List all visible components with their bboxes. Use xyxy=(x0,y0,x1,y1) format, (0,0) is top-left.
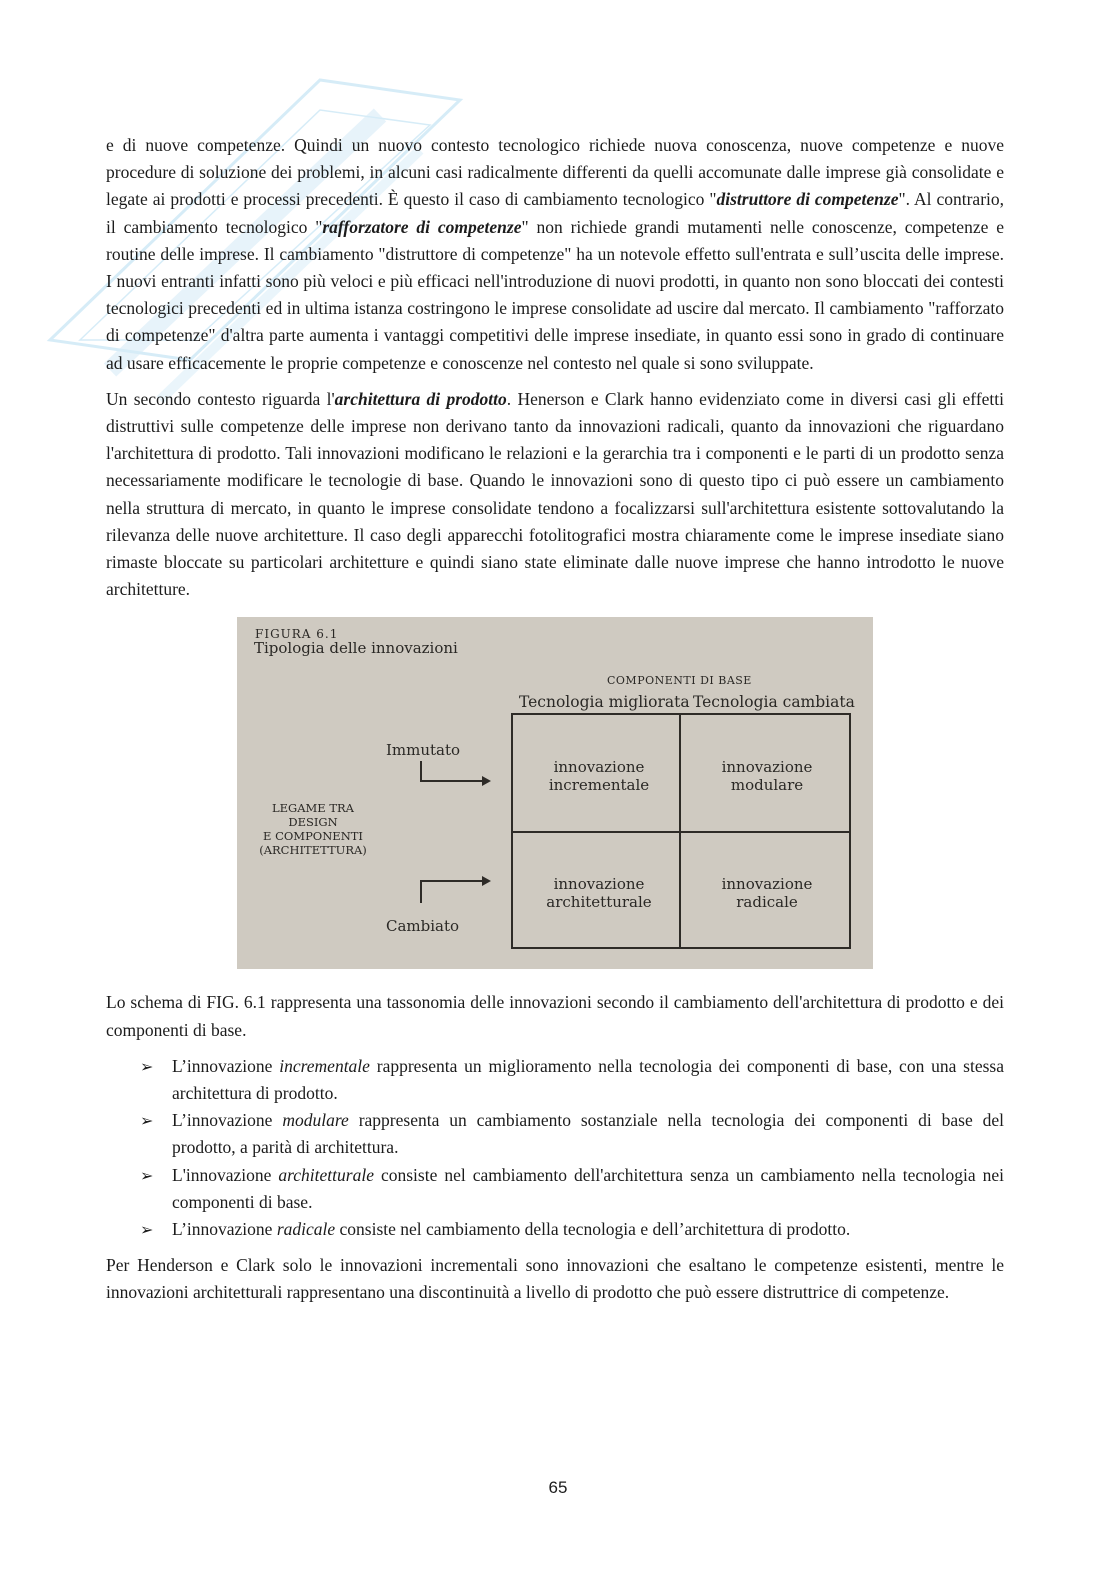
paragraph-1: e di nuove competenze. Quindi un nuovo contesto tecnologico richiede nuova conoscenza, nuove competenze e nuove procedure di soluzione dei problemi, in alcuni casi radicalmente differenti da quelli accomunate dalle imprese già consolidate e legate ai prodotti e processi precedenti. È questo il caso di cambiamento tecnologico "distruttore di competenze". Al contrario, il cambiamento tecnologico "rafforzatore di competenze" non richiede grandi mutamenti nelle conoscenze, competenze e routine delle imprese. Il cambiamento "distruttore di competenze" ha un notevole effetto sull'entrata e sull’uscita delle imprese. I nuovi entranti infatti sono più veloci e più efficaci nell'introduzione di nuovi prodotti, in quanto non sono bloccati dei contesti tecnologici precedenti ed in ultima istanza costringono le imprese consolidate ad uscire dal mercato. Il cambiamento "rafforzato di competenze" d'altra parte aumenta i vantaggi competitivi delle imprese insediate, in quanto essi sono in grado di continuare ad usare efficacemente le proprie competenze e conoscenze nel contesto nel quale si sono sviluppate. xyxy=(106,135,1005,373)
figure-tag: FIGURA 6.1 xyxy=(255,627,339,642)
cell-incremental: innovazione incrementale xyxy=(548,758,650,795)
architecture-legend: LEGAME TRA DESIGN E COMPONENTI (ARCHITETTURA) xyxy=(259,801,367,858)
arrow-head-icon xyxy=(482,776,491,786)
term-rafforzatore: rafforzatore di competenze xyxy=(322,216,522,237)
components-header: COMPONENTI DI BASE xyxy=(607,674,752,688)
row-label-unchanged: Immutato xyxy=(386,741,461,760)
matrix-divider-horizontal xyxy=(511,831,851,833)
page-content xyxy=(106,132,1004,1316)
arrow-head-icon xyxy=(482,876,491,886)
list-item: ➢ L’innovazione radicale consiste nel cambiamento della tecnologia e dell’architettura di prodotto. xyxy=(172,1216,1004,1243)
list-item: ➢ L'innovazione architetturale consiste nel cambiamento dell'architettura senza un cambiamento nella tecnologia nei componenti di base. xyxy=(172,1162,1004,1216)
cell-architectural: innovazione architetturale xyxy=(546,875,652,912)
bullet-list xyxy=(106,1053,1004,1243)
term-distruttore: distruttore di competenze xyxy=(716,189,899,210)
paragraph-4: Per Henderson e Clark solo le innovazioni incrementali sono innovazioni che esaltano le competenze esistenti, mentre le innovazioni architetturali rappresentano una discontinuità a livello di prodotto che può essere distruttrice di competenze. xyxy=(106,1255,1004,1303)
row-label-changed: Cambiato xyxy=(386,917,460,936)
figure-innovation-typology xyxy=(237,617,873,969)
list-item: ➢ L’innovazione modulare rappresenta un cambiamento sostanziale nella tecnologia dei componenti di base del prodotto, a parità di architettura. xyxy=(172,1107,1004,1161)
term-architettura: architettura di prodotto xyxy=(334,388,507,409)
page-number: 65 xyxy=(548,1478,568,1497)
cell-radical: innovazione radicale xyxy=(721,875,813,912)
column-header-improved: Tecnologia migliorata xyxy=(519,693,690,712)
column-header-changed: Tecnologia cambiata xyxy=(693,693,855,712)
figure-title: Tipologia delle innovazioni xyxy=(254,639,458,658)
paragraph-2: Un secondo contesto riguarda l'architettura di prodotto. Henerson e Clark hanno evidenziato come in diversi casi gli effetti distruttivi sulle competenze delle imprese non derivano tanto da innovazioni radicali, quanto da innovazioni che riguardano l'architettura di prodotto. Tali innovazioni modificano le relazioni e la gerarchia tra i componenti e le parti di un prodotto senza necessariamente modificare le tecnologie di base. Quando le innovazioni sono di questo tipo ci può essere un cambiamento nella struttura di mercato, in quanto le imprese consolidate tendono a focalizzarsi sull'architettura esistente sottovalutando la rilevanza delle nuove architetture. Il caso degli apparecchi fotolitografici mostra chiaramente come le imprese insediate siano rimaste bloccate su particolari architetture e quindi siano state eliminate dalle nuove imprese che hanno introdotto le nuove architetture. xyxy=(106,388,1005,600)
paragraph-3: Lo schema di FIG. 6.1 rappresenta una tassonomia delle innovazioni secondo il cambiamento dell'architettura di prodotto e dei componenti di base. xyxy=(106,992,1004,1040)
cell-modular: innovazione modulare xyxy=(721,758,813,795)
list-item: ➢ L’innovazione incrementale rappresenta un miglioramento nella tecnologia dei componenti di base, con una stessa architettura di prodotto. xyxy=(172,1053,1004,1107)
